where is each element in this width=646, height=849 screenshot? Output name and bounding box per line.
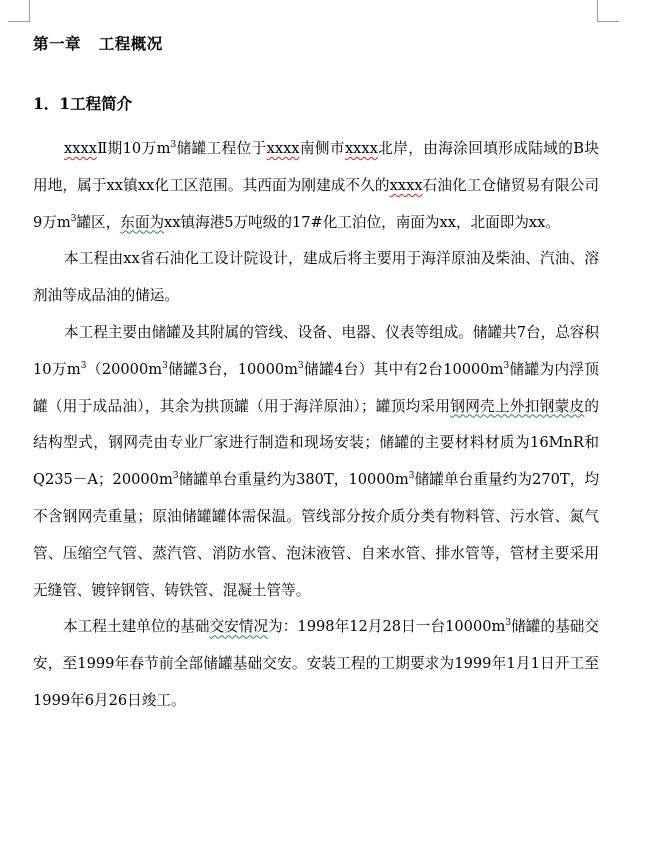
superscript: 3 bbox=[170, 140, 177, 150]
spellcheck-flag: xxxx bbox=[64, 140, 97, 157]
text-run: 北岸，由海涂回填形成陆域的B块用地，属于xx镇xx化工区范围。其西面为刚建成不久的 bbox=[33, 140, 599, 194]
paragraph-2: 本工程由xx省石油化工设计院设计，建成后将主要用于海洋原油及柴油、汽油、溶剂油等成品油的储运。 bbox=[33, 250, 599, 305]
text-run: 储罐的基础交安，至1999年春节前全部储罐基础交安。安装工程的工期要求为1999年1月1日开工至1999年6月26日竣工。 bbox=[33, 618, 599, 709]
text-run: 储罐4台）其中有2台10000m bbox=[303, 360, 504, 378]
spellcheck-flag: xxxx bbox=[266, 140, 300, 157]
spellcheck-flag: xxxx bbox=[344, 140, 378, 157]
text-run: 南侧市 bbox=[299, 140, 345, 157]
document-body bbox=[33, 131, 599, 720]
text-run: （20000m bbox=[86, 360, 163, 378]
paragraph-1 bbox=[33, 131, 599, 241]
superscript: 3 bbox=[172, 471, 179, 482]
superscript: 3 bbox=[80, 360, 87, 371]
text-run: 储罐单台重量约为270T，均不含钢网壳重量；原油储罐罐体需保温。管线部分按介质分类有物料管、污水管、氮气管、压缩空气管、蒸汽管、消防水管、泡沫液管、自来水管、排水管等，管材主要采用无缝管、镀锌钢管、铸铁管、混凝土管等。 bbox=[33, 471, 600, 599]
superscript: 3 bbox=[70, 213, 77, 224]
grammar-flag: 交安情况 bbox=[209, 618, 269, 636]
chapter-title: 第一章 工程概况 bbox=[33, 34, 163, 53]
grammar-flag: 东面为 bbox=[120, 213, 165, 231]
paragraph-3 bbox=[33, 315, 599, 609]
text-run: 储罐3台，10000m bbox=[167, 360, 298, 378]
superscript: 3 bbox=[298, 360, 304, 371]
text-run: 本工程土建单位的基础 bbox=[63, 618, 210, 636]
text-run: 的结构型式，钢网壳由专业厂家进行制造和现场安装；储罐的主要材料材质为16MnR和Q235－A；20000m bbox=[33, 397, 599, 489]
text-run: 石油化工仓储贸易有限公司9万m bbox=[33, 176, 599, 231]
text-run: Ⅱ期10万m bbox=[96, 140, 171, 157]
text-run: xx镇海港5万吨级的17#化工泊位，南面为xx，北面即为xx。 bbox=[164, 213, 560, 231]
superscript: 3 bbox=[408, 471, 415, 482]
superscript: 3 bbox=[162, 360, 168, 371]
spellcheck-flag: xxxx bbox=[389, 176, 423, 194]
page-corner-mark-top-left bbox=[8, 0, 30, 22]
section-title: 1．1工程简介 bbox=[33, 94, 133, 113]
superscript: 3 bbox=[505, 618, 512, 629]
text-run: 本工程主要由储罐及其附属的管线、设备、电器、仪表等组成。储罐共7台，总容积10万m bbox=[33, 323, 599, 378]
text-run: 罐区， bbox=[76, 213, 121, 231]
grammar-flag: 钢网壳上外扣钢蒙皮 bbox=[450, 397, 585, 415]
text-run: 储罐工程位于 bbox=[176, 140, 267, 157]
paragraph-4 bbox=[33, 609, 599, 719]
text-run: 为：1998年12月28日一台10000m bbox=[268, 618, 506, 636]
text-run: 储罐单台重量约为380T，10000m bbox=[178, 471, 409, 489]
text-run: 储罐为内浮顶罐（用于成品油），其余为拱顶罐（用于海洋原油）；罐顶均采用 bbox=[33, 360, 599, 415]
page-corner-mark-top-right bbox=[597, 0, 619, 22]
superscript: 3 bbox=[503, 360, 510, 371]
